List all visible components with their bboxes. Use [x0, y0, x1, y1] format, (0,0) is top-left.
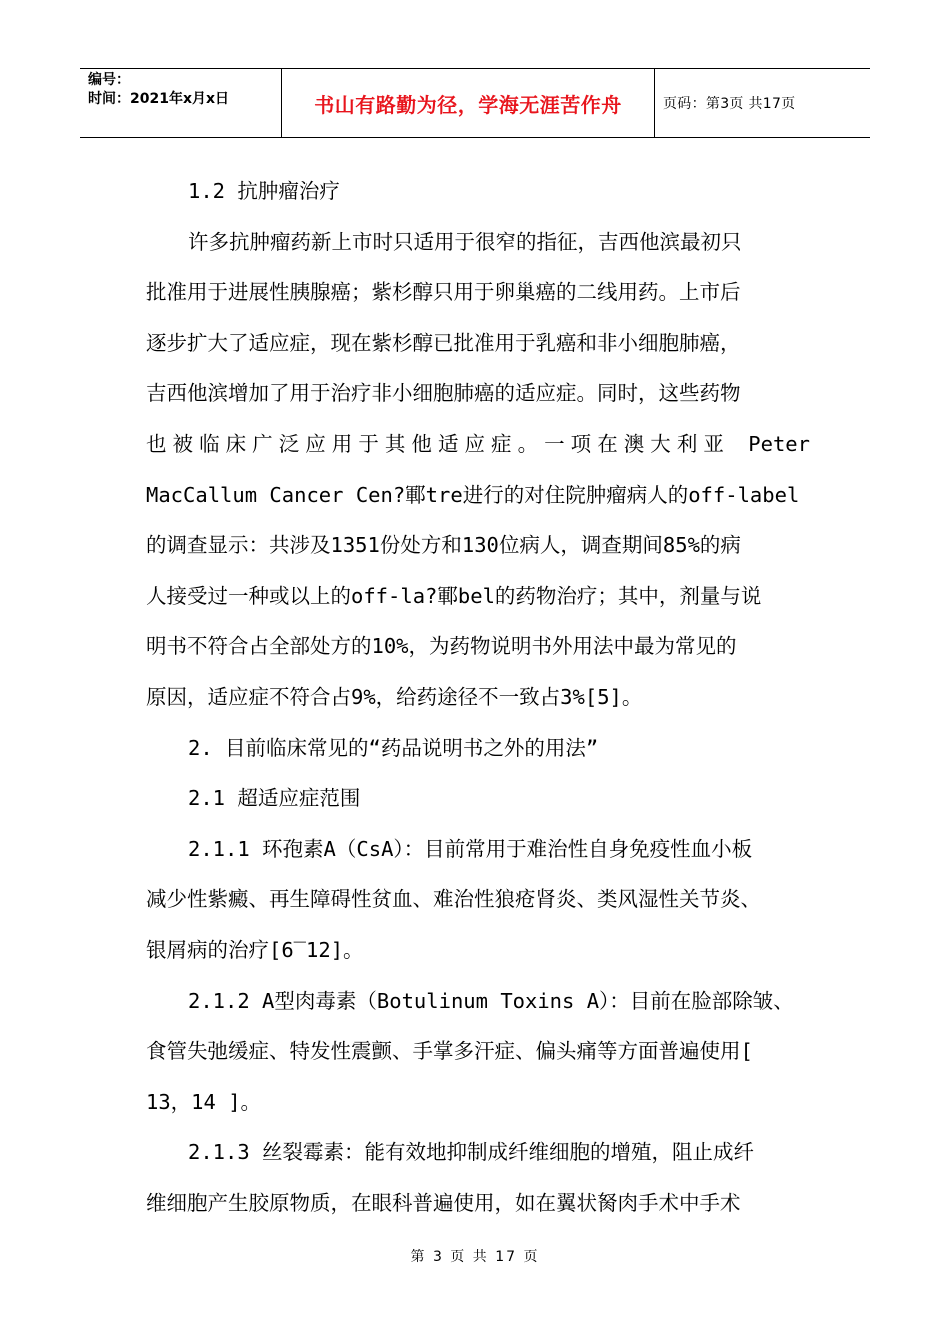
paragraph-line: 的调查显示：共涉及1351份处方和130位病人，调查期间85%的病 — [146, 533, 741, 558]
paragraph-line: 银屑病的治疗[6‾12]。 — [146, 937, 364, 962]
page-footer: 第 3 页 共 17 页 — [410, 1249, 540, 1265]
paragraph-line: 13，14 ]。 — [146, 1089, 262, 1114]
paragraph-line: 许多抗肿瘤药新上市时只适用于很窄的指征，吉西他滨最初只 — [188, 229, 742, 254]
section-heading: 2.1 超适应症范围 — [188, 786, 361, 811]
section-heading: 1.2 抗肿瘤治疗 — [188, 179, 340, 203]
paragraph-line: 维细胞产生胶原物质，在眼科普遍使用，如在翼状胬肉手术中手术 — [146, 1190, 741, 1215]
motto-text: 书山有路勤为径，学海无涯苦作舟 — [314, 92, 622, 117]
document-date: 时间：2021年x月x日 — [88, 91, 230, 107]
section-heading: 2. 目前临床常见的“药品说明书之外的用法” — [188, 735, 599, 760]
header-motto-cell — [282, 69, 655, 137]
paragraph-line: 2.1.1 环孢素A（CsA）：目前常用于难治性自身免疫性血小板 — [188, 836, 753, 861]
paragraph-line: 吉西他滨增加了用于治疗非小细胞肺癌的适应症。同时，这些药物 — [146, 381, 741, 406]
paragraph-line: 减少性紫癜、再生障碍性贫血、难治性狼疮肾炎、类风湿性关节炎、 — [146, 887, 761, 912]
body-text — [146, 166, 810, 1228]
paragraph-line: 2.1.3 丝裂霉素：能有效地抑制成纤维细胞的增殖，阻止成纤 — [188, 1140, 755, 1165]
page-header — [80, 68, 870, 138]
paragraph-line: 原因，适应症不符合占9%，给药途径不一致占3%[5]。 — [146, 684, 643, 709]
paragraph-line: 逐步扩大了适应症，现在紫杉醇已批准用于乳癌和非小细胞肺癌， — [146, 330, 741, 355]
paragraph-line: 2.1.2 A型肉毒素（Botulinum Toxins A）：目前在脸部除皱、 — [188, 988, 794, 1013]
header-meta — [80, 69, 282, 137]
paragraph-line: 也被临床广泛应用于其他适应症。一项在澳大利亚 Peter — [146, 431, 810, 456]
paragraph-line: 批准用于进展性胰腺癌；紫杉醇只用于卵巢癌的二线用药。上市后 — [146, 280, 741, 305]
paragraph-line: 人接受过一种或以上的off-la?鄆bel的药物治疗；其中，剂量与说 — [146, 583, 762, 608]
document-number-label: 编号： — [88, 72, 130, 88]
paragraph-line: 明书不符合占全部处方的10%，为药物说明书外用法中最为常见的 — [146, 634, 737, 659]
paragraph-line: 食管失弛缓症、特发性震颤、手掌多汗症、偏头痛等方面普遍使用[ — [146, 1039, 753, 1064]
header-page-info: 页码：第3页 共17页 — [663, 96, 796, 112]
header-page-cell — [655, 69, 870, 137]
paragraph-line: MacCallum Cancer Cen?鄆tre进行的对住院肿瘤病人的off-label — [146, 482, 800, 507]
